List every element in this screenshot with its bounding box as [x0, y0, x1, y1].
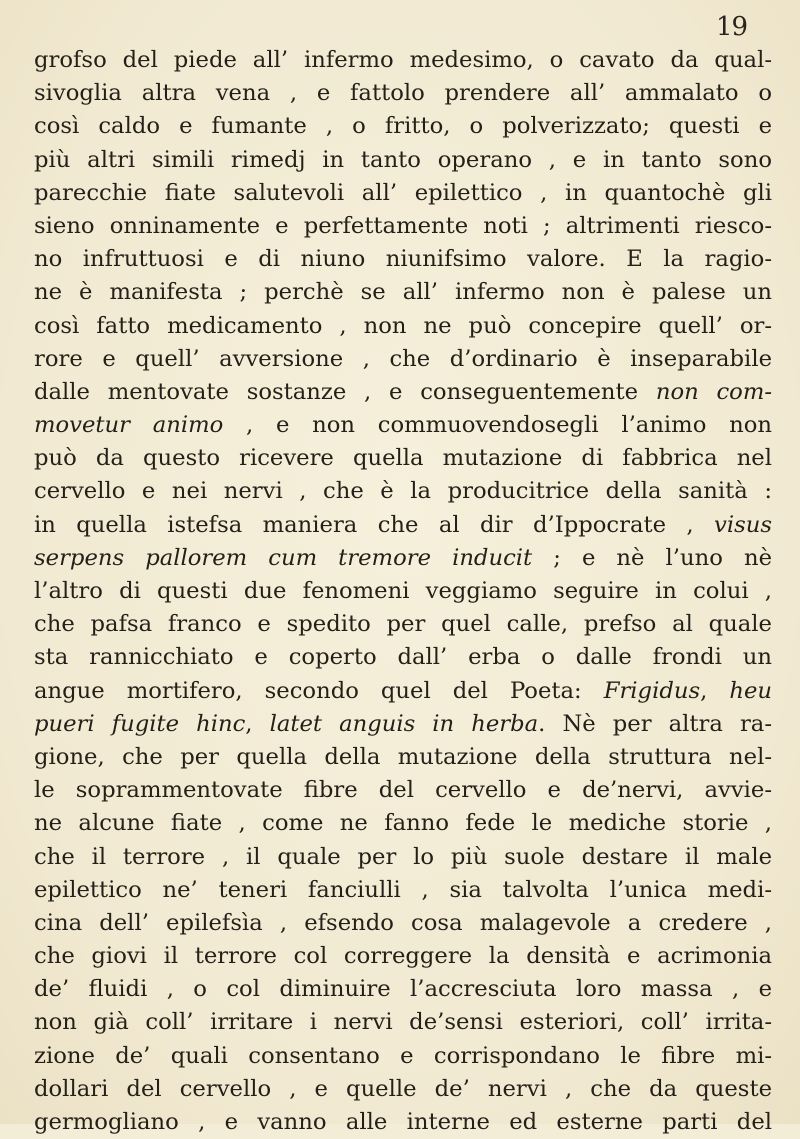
italic-run: pueri fugite hinc [34, 710, 246, 737]
text-run: così fatto medicamento , non ne può concepire quell’ or- [34, 312, 772, 339]
text-run: . Nè per altra ra- [538, 710, 772, 737]
text-run: cina dell’ epilefsìa , efsendo cosa malagevole a credere , [34, 909, 772, 936]
italic-run: serpens pallorem cum tremore inducit [34, 544, 533, 571]
text-run: che pafsa franco e spedito per quel calle, prefso al quale [34, 611, 772, 638]
text-line [34, 1073, 772, 1106]
page-number: 19 [716, 12, 748, 42]
text-line [34, 542, 772, 575]
text-run: dollari del cervello , e quelle de’ nervi , che da queste [34, 1075, 772, 1102]
text-run: più altri simili rimedj in tanto operano , e in tanto sono [34, 146, 772, 173]
text-line [34, 310, 772, 343]
text-run: , [245, 710, 270, 737]
italic-run: Frigidus [603, 677, 701, 704]
text-run: così caldo e fumante , o fritto, o polverizzato; questi e [34, 113, 772, 140]
italic-run: movetur animo [34, 412, 224, 439]
text-run: no infruttuosi e di niuno niunifsimo valore. E la ragio- [34, 246, 772, 273]
italic-run: heu [729, 677, 772, 704]
text-line [34, 1106, 772, 1139]
text-run: sieno onninamente e perfettamente noti ; altrimenti riesco- [34, 212, 772, 239]
text-line [34, 409, 772, 442]
text-run: non già coll’ irritare i nervi de’sensi esteriori, coll’ irrita- [34, 1009, 772, 1036]
text-line [34, 44, 772, 77]
text-line [34, 807, 772, 840]
text-line [34, 77, 772, 110]
text-line [34, 907, 772, 940]
text-line [34, 708, 772, 741]
italic-run: non com- [655, 378, 772, 405]
text-line [34, 841, 772, 874]
text-run: germogliano , e vanno alle interne ed esterne parti del [34, 1109, 772, 1135]
text-line [34, 675, 772, 708]
text-run: che il terrore , il quale per lo più suole destare il male [34, 843, 772, 870]
text-line [34, 575, 772, 608]
text-line [34, 509, 772, 542]
text-line [34, 475, 772, 508]
text-run: sivoglia altra vena , e fattolo prendere all’ ammalato o [34, 80, 772, 107]
text-line [34, 774, 772, 807]
text-line [34, 110, 772, 143]
text-run: gione, che per quella della mutazione della struttura nel- [34, 743, 772, 770]
text-run: ; e nè l’uno nè [532, 544, 772, 571]
text-run: può da questo ricevere quella mutazione di fabbrica nel [34, 445, 772, 472]
text-line [34, 442, 772, 475]
text-run: l’altro di questi due fenomeni veggiamo seguire in colui , [34, 578, 772, 604]
text-run: dalle mentovate sostanze , e conseguentemente [34, 378, 656, 405]
text-run: in quella istefsa maniera che al dir d’Ippocrate , [34, 511, 715, 538]
text-run: sta rannicchiato e coperto dall’ erba o dalle frondi un [34, 644, 772, 671]
text-line [34, 973, 772, 1006]
text-run: le soprammentovate fibre del cervello e de’nervi, avvie- [34, 777, 772, 804]
text-line [34, 177, 772, 210]
text-line [34, 608, 772, 641]
text-line [34, 1006, 772, 1039]
italic-run: visus [714, 511, 772, 538]
text-line [34, 874, 772, 907]
text-line [34, 276, 772, 309]
text-run: grofso del piede all’ infermo medesimo, o cavato da qual- [34, 47, 772, 73]
text-line [34, 376, 772, 409]
text-line [34, 144, 772, 177]
text-run: epilettico ne’ teneri fanciulli , sia talvolta l’unica medi- [34, 876, 772, 903]
text-run: , e non commuovendosegli l’animo non [223, 412, 772, 439]
body-text [34, 44, 772, 1139]
text-line [34, 343, 772, 376]
text-run: de’ fluidi , o col diminuire l’accresciuta loro massa , e [34, 976, 772, 1003]
text-line [34, 641, 772, 674]
text-run: rore e quell’ avversione , che d’ordinario è inseparabile [34, 345, 772, 372]
text-run: ne alcune fiate , come ne fanno fede le mediche storie , [34, 810, 772, 837]
italic-run: latet anguis in herba [269, 710, 539, 737]
text-run: zione de’ quali consentano e corrispondano le fibre mi- [34, 1042, 772, 1069]
text-line [34, 1040, 772, 1073]
text-run: che giovi il terrore col correggere la densità e acrimonia [34, 943, 772, 970]
text-line [34, 741, 772, 774]
text-line [34, 940, 772, 973]
text-run: angue mortifero, secondo quel del Poeta: [34, 677, 604, 704]
text-run: , [700, 677, 730, 704]
text-run: cervello e nei nervi , che è la producitrice della sanità : [34, 478, 772, 505]
text-line [34, 210, 772, 243]
text-run: parecchie fiate salutevoli all’ epilettico , in quantochè gli [34, 179, 772, 206]
text-line [34, 243, 772, 276]
text-run: ne è manifesta ; perchè se all’ infermo non è palese un [34, 279, 772, 306]
